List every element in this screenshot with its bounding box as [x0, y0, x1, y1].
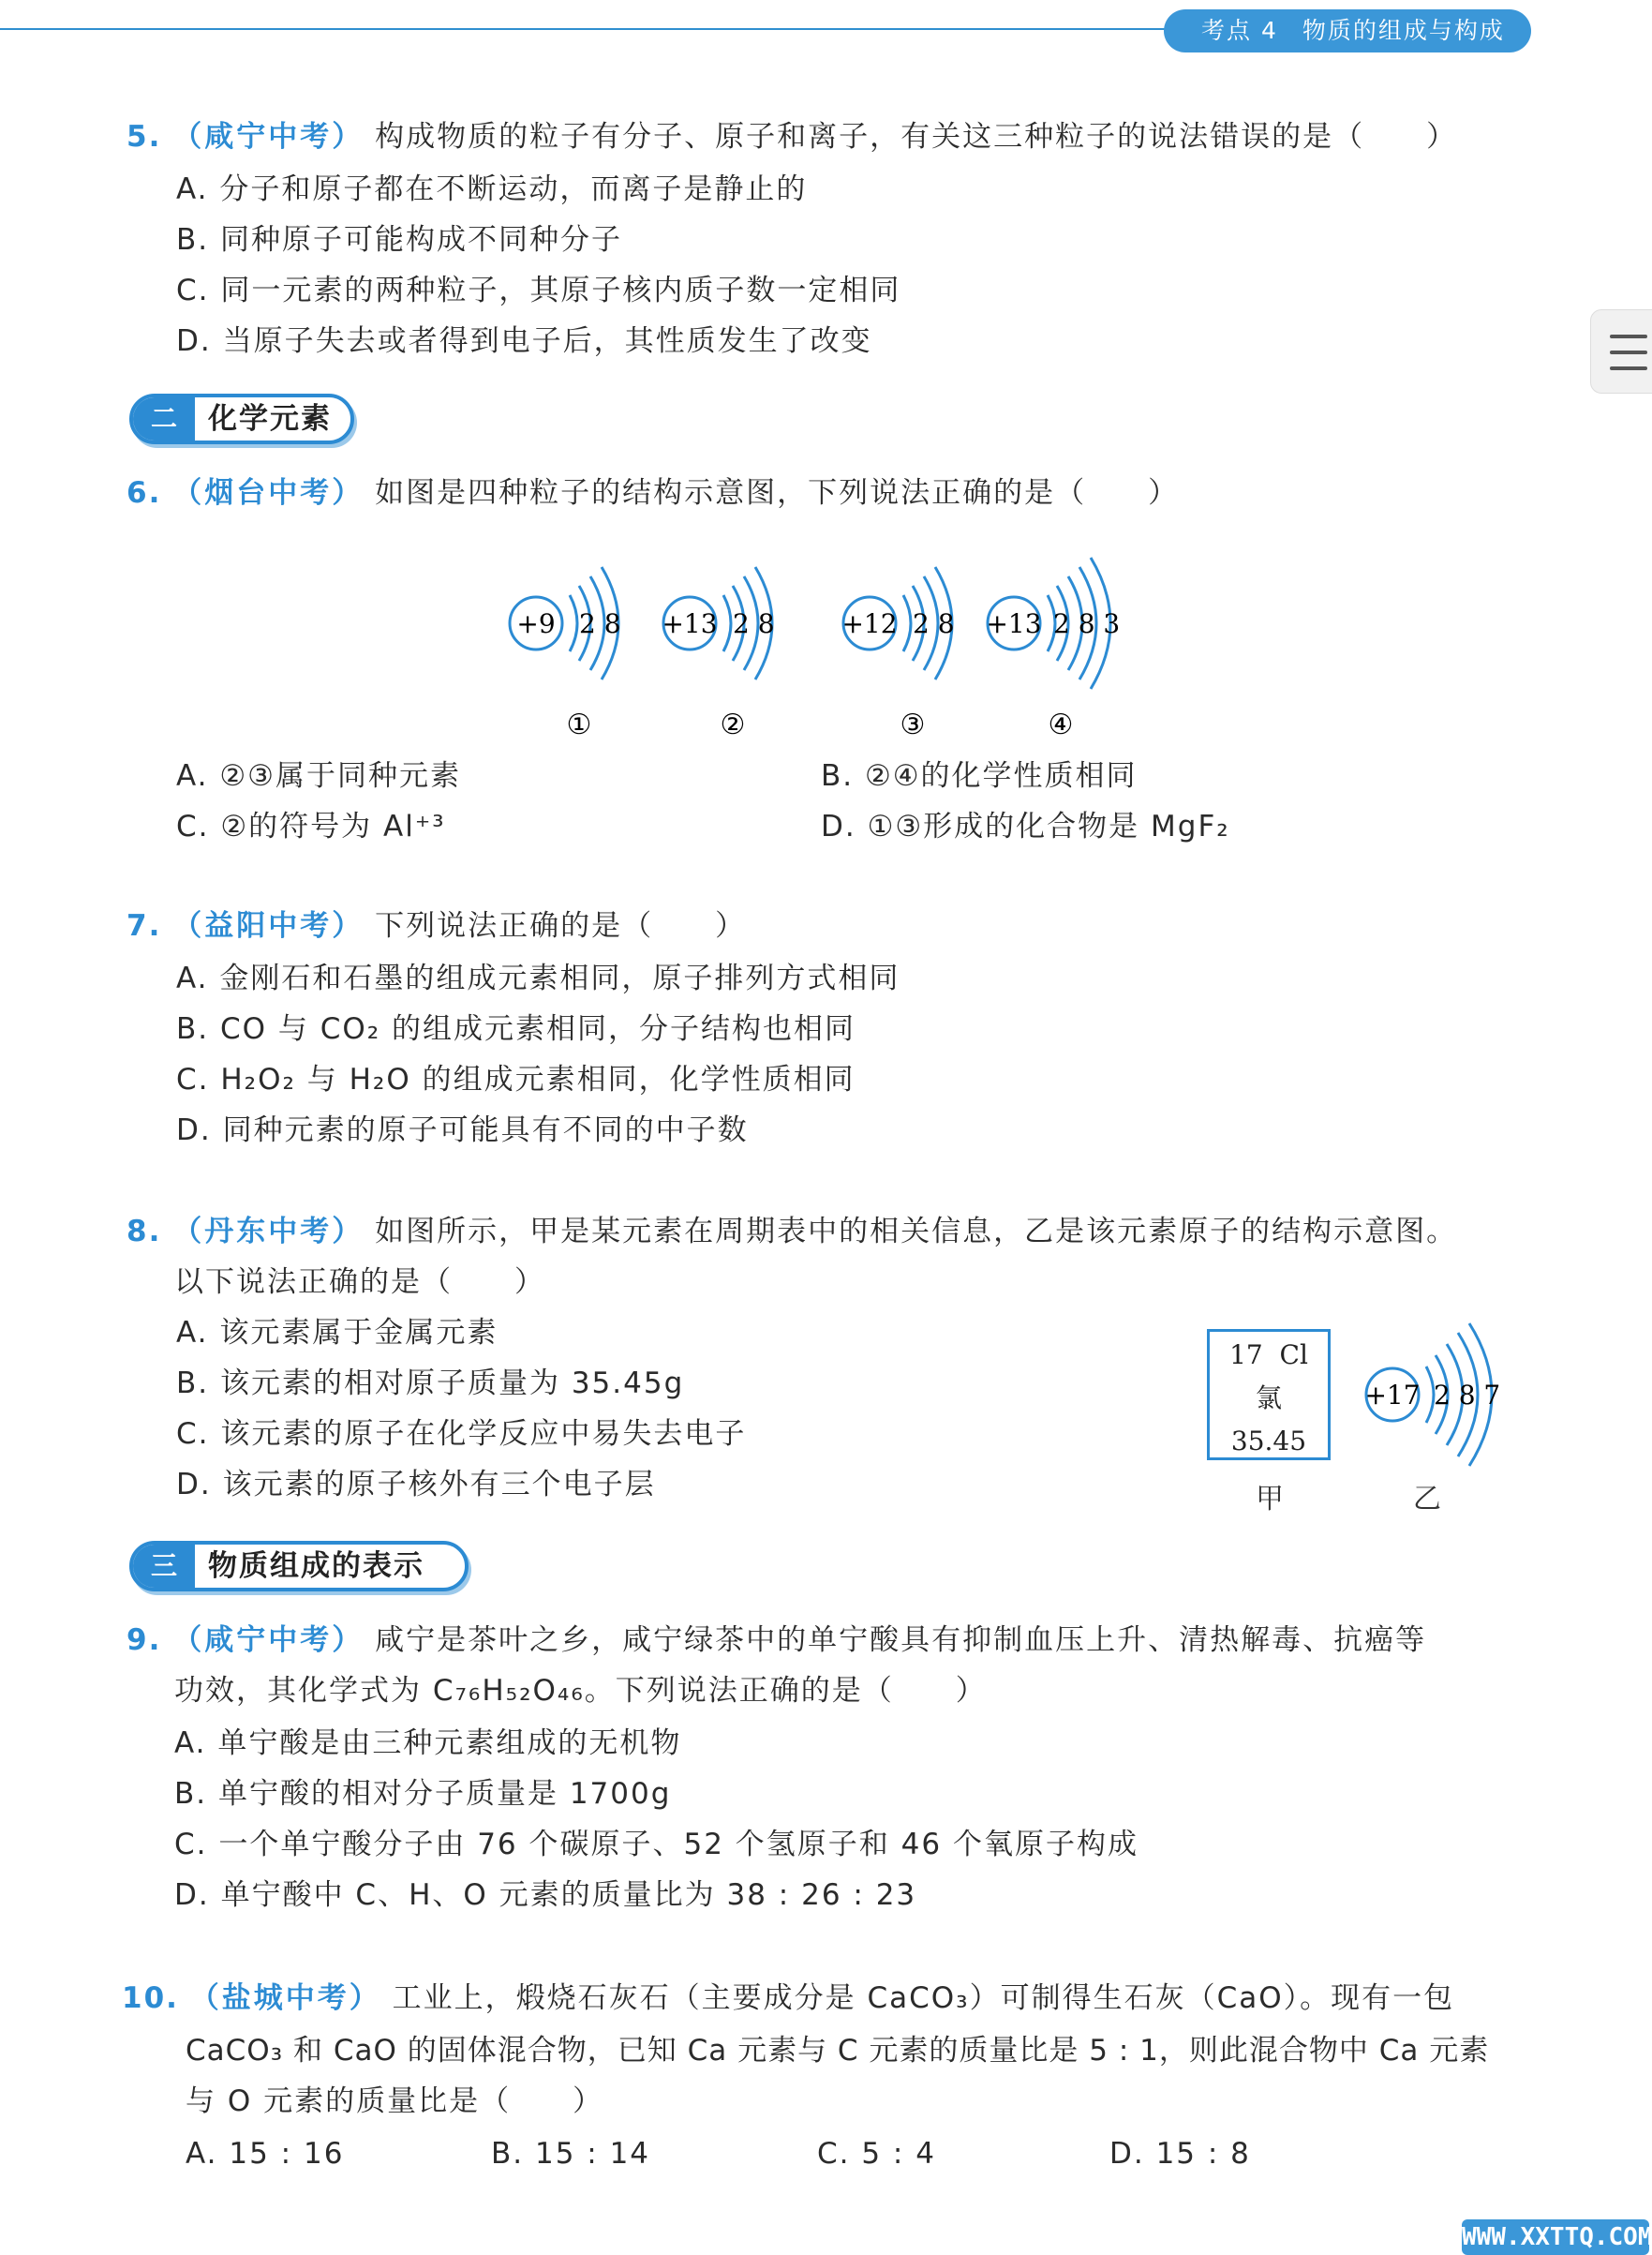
shell-label: 2 8 3 [1053, 608, 1121, 639]
nucleus-label: +13 [662, 608, 718, 639]
question-text: 构成物质的粒子有分子、原子和离子，有关这三种粒子的说法错误的是（ ） [375, 120, 1458, 154]
shell-label: 2 8 7 [1434, 1380, 1501, 1411]
figure-caption-yi: 乙 [1413, 1483, 1441, 1516]
question-text: 下列说法正确的是（ ） [375, 909, 747, 943]
nucleus-label: +13 [986, 608, 1042, 639]
question-text-continued: 功效，其化学式为 C₇₆H₅₂O₄₆。下列说法正确的是（ ） [174, 1674, 987, 1708]
question-text-continued: CaCO₃ 和 CaO 的固体混合物，已知 Ca 元素与 C 元素的质量比是 5 : 1，则此混合物中 Ca 元素 [186, 2034, 1490, 2068]
section-number: 三 [133, 1545, 195, 1588]
question-text: 工业上，煅烧石灰石（主要成分是 CaCO₃）可制得生石灰（CaO）。现有一包 [392, 1981, 1455, 2015]
option-d: D. 该元素的原子核外有三个电子层 [176, 1468, 656, 1501]
question-source: （咸宁中考） [172, 120, 365, 154]
question-10 [122, 1978, 1454, 2019]
chapter-header [1164, 9, 1531, 52]
option-d: D. 同种元素的原子可能具有不同的中子数 [176, 1113, 749, 1147]
section-heading [129, 1541, 469, 1591]
option-a: A. 该元素属于金属元素 [176, 1316, 499, 1350]
option-a: A. 分子和原子都在不断运动，而离子是静止的 [176, 172, 808, 206]
option-a: A. 15 : 16 [186, 2137, 345, 2171]
option-a: A. 金刚石和石墨的组成元素相同，原子排列方式相同 [176, 962, 900, 995]
option-a: A. 单宁酸是由三种元素组成的无机物 [174, 1726, 682, 1760]
chapter-label: 考点 4 [1201, 17, 1278, 44]
figure-caption-jia: 甲 [1256, 1483, 1284, 1516]
diagram-number: ④ [1048, 709, 1074, 741]
question-6 [127, 472, 1179, 514]
question-source: （盐城中考） [189, 1981, 381, 2015]
question-text: 咸宁是茶叶之乡，咸宁绿茶中的单宁酸具有抑制血压上升、清热解毒、抗癌等 [375, 1623, 1427, 1657]
option-b: B. CO 与 CO₂ 的组成元素相同，分子结构也相同 [176, 1012, 856, 1046]
question-text-continued: 与 O 元素的质量比是（ ） [186, 2084, 604, 2118]
option-b: B. 该元素的相对原子质量为 35.45g [176, 1366, 685, 1400]
question-number: 7. [127, 909, 162, 943]
nucleus-label: +12 [841, 608, 898, 639]
nucleus-label: +17 [1364, 1380, 1421, 1411]
option-b: B. 同种原子可能构成不同种分子 [176, 223, 622, 257]
question-source: （益阳中考） [172, 909, 365, 943]
diagram-number: ① [566, 709, 592, 741]
option-a: A. ②③属于同种元素 [176, 759, 461, 793]
option-d: D. ①③形成的化合物是 MgF₂ [821, 810, 1230, 844]
option-c: C. H₂O₂ 与 H₂O 的组成元素相同，化学性质相同 [176, 1063, 856, 1097]
section-heading [129, 394, 354, 444]
question-number: 5. [127, 120, 162, 154]
option-c: C. 5 : 4 [817, 2137, 936, 2171]
element-name: 氯 [1255, 1382, 1282, 1413]
section-title: 物质组成的表示 [208, 1549, 424, 1583]
section-title: 化学元素 [208, 402, 332, 436]
nucleus-label: +9 [516, 608, 556, 639]
option-c: C. ②的符号为 Al⁺³ [176, 810, 446, 844]
element-mass: 35.45 [1230, 1426, 1307, 1456]
option-b: B. ②④的化学性质相同 [821, 759, 1138, 793]
question-source: （咸宁中考） [172, 1623, 365, 1657]
question-source: （烟台中考） [172, 476, 365, 510]
option-d: D. 单宁酸中 C、H、O 元素的质量比为 38 : 26 : 23 [174, 1878, 917, 1912]
question-source: （丹东中考） [172, 1215, 365, 1248]
chlorine-atom-diagram [1359, 1312, 1518, 1481]
question-number: 10. [122, 1981, 179, 2015]
element-number-symbol: 17 Cl [1229, 1339, 1308, 1370]
header-rule [0, 28, 1171, 30]
shell-label: 2 8 [733, 608, 775, 639]
question-text-continued: 以下说法正确的是（ ） [174, 1265, 545, 1299]
question-number: 9. [127, 1623, 162, 1657]
question-9 [127, 1620, 1426, 1661]
question-7 [127, 905, 746, 947]
option-c: C. 一个单宁酸分子由 76 个碳原子、52 个氢原子和 46 个氧原子构成 [174, 1828, 1139, 1861]
question-number: 6. [127, 476, 162, 510]
diagram-number: ③ [900, 709, 926, 741]
option-d: D. 当原子失去或者得到电子后，其性质发生了改变 [176, 324, 872, 358]
option-c: C. 同一元素的两种粒子，其原子核内质子数一定相同 [176, 274, 901, 307]
question-number: 8. [127, 1215, 162, 1248]
option-d: D. 15 : 8 [1109, 2137, 1251, 2171]
shell-label: 2 8 [913, 608, 955, 639]
chapter-title: 物质的组成与构成 [1302, 17, 1505, 44]
menu-icon[interactable] [1590, 309, 1652, 394]
option-b: B. 单宁酸的相对分子质量是 1700g [174, 1777, 672, 1811]
option-b: B. 15 : 14 [491, 2137, 651, 2171]
question-text: 如图所示，甲是某元素在周期表中的相关信息，乙是该元素原子的结构示意图。 [375, 1215, 1458, 1248]
question-8 [127, 1211, 1457, 1252]
section-number: 二 [133, 397, 195, 441]
atom-structure-diagrams [487, 544, 1162, 759]
question-text: 如图是四种粒子的结构示意图，下列说法正确的是（ ） [375, 476, 1180, 510]
option-c: C. 该元素的原子在化学反应中易失去电子 [176, 1417, 747, 1451]
shell-label: 2 8 [579, 608, 621, 639]
diagram-number: ② [720, 709, 746, 741]
question-5 [127, 116, 1457, 157]
site-watermark-logo: WWW.XXTTQ.COM [1462, 2219, 1649, 2255]
periodic-table-cell [1207, 1329, 1331, 1460]
